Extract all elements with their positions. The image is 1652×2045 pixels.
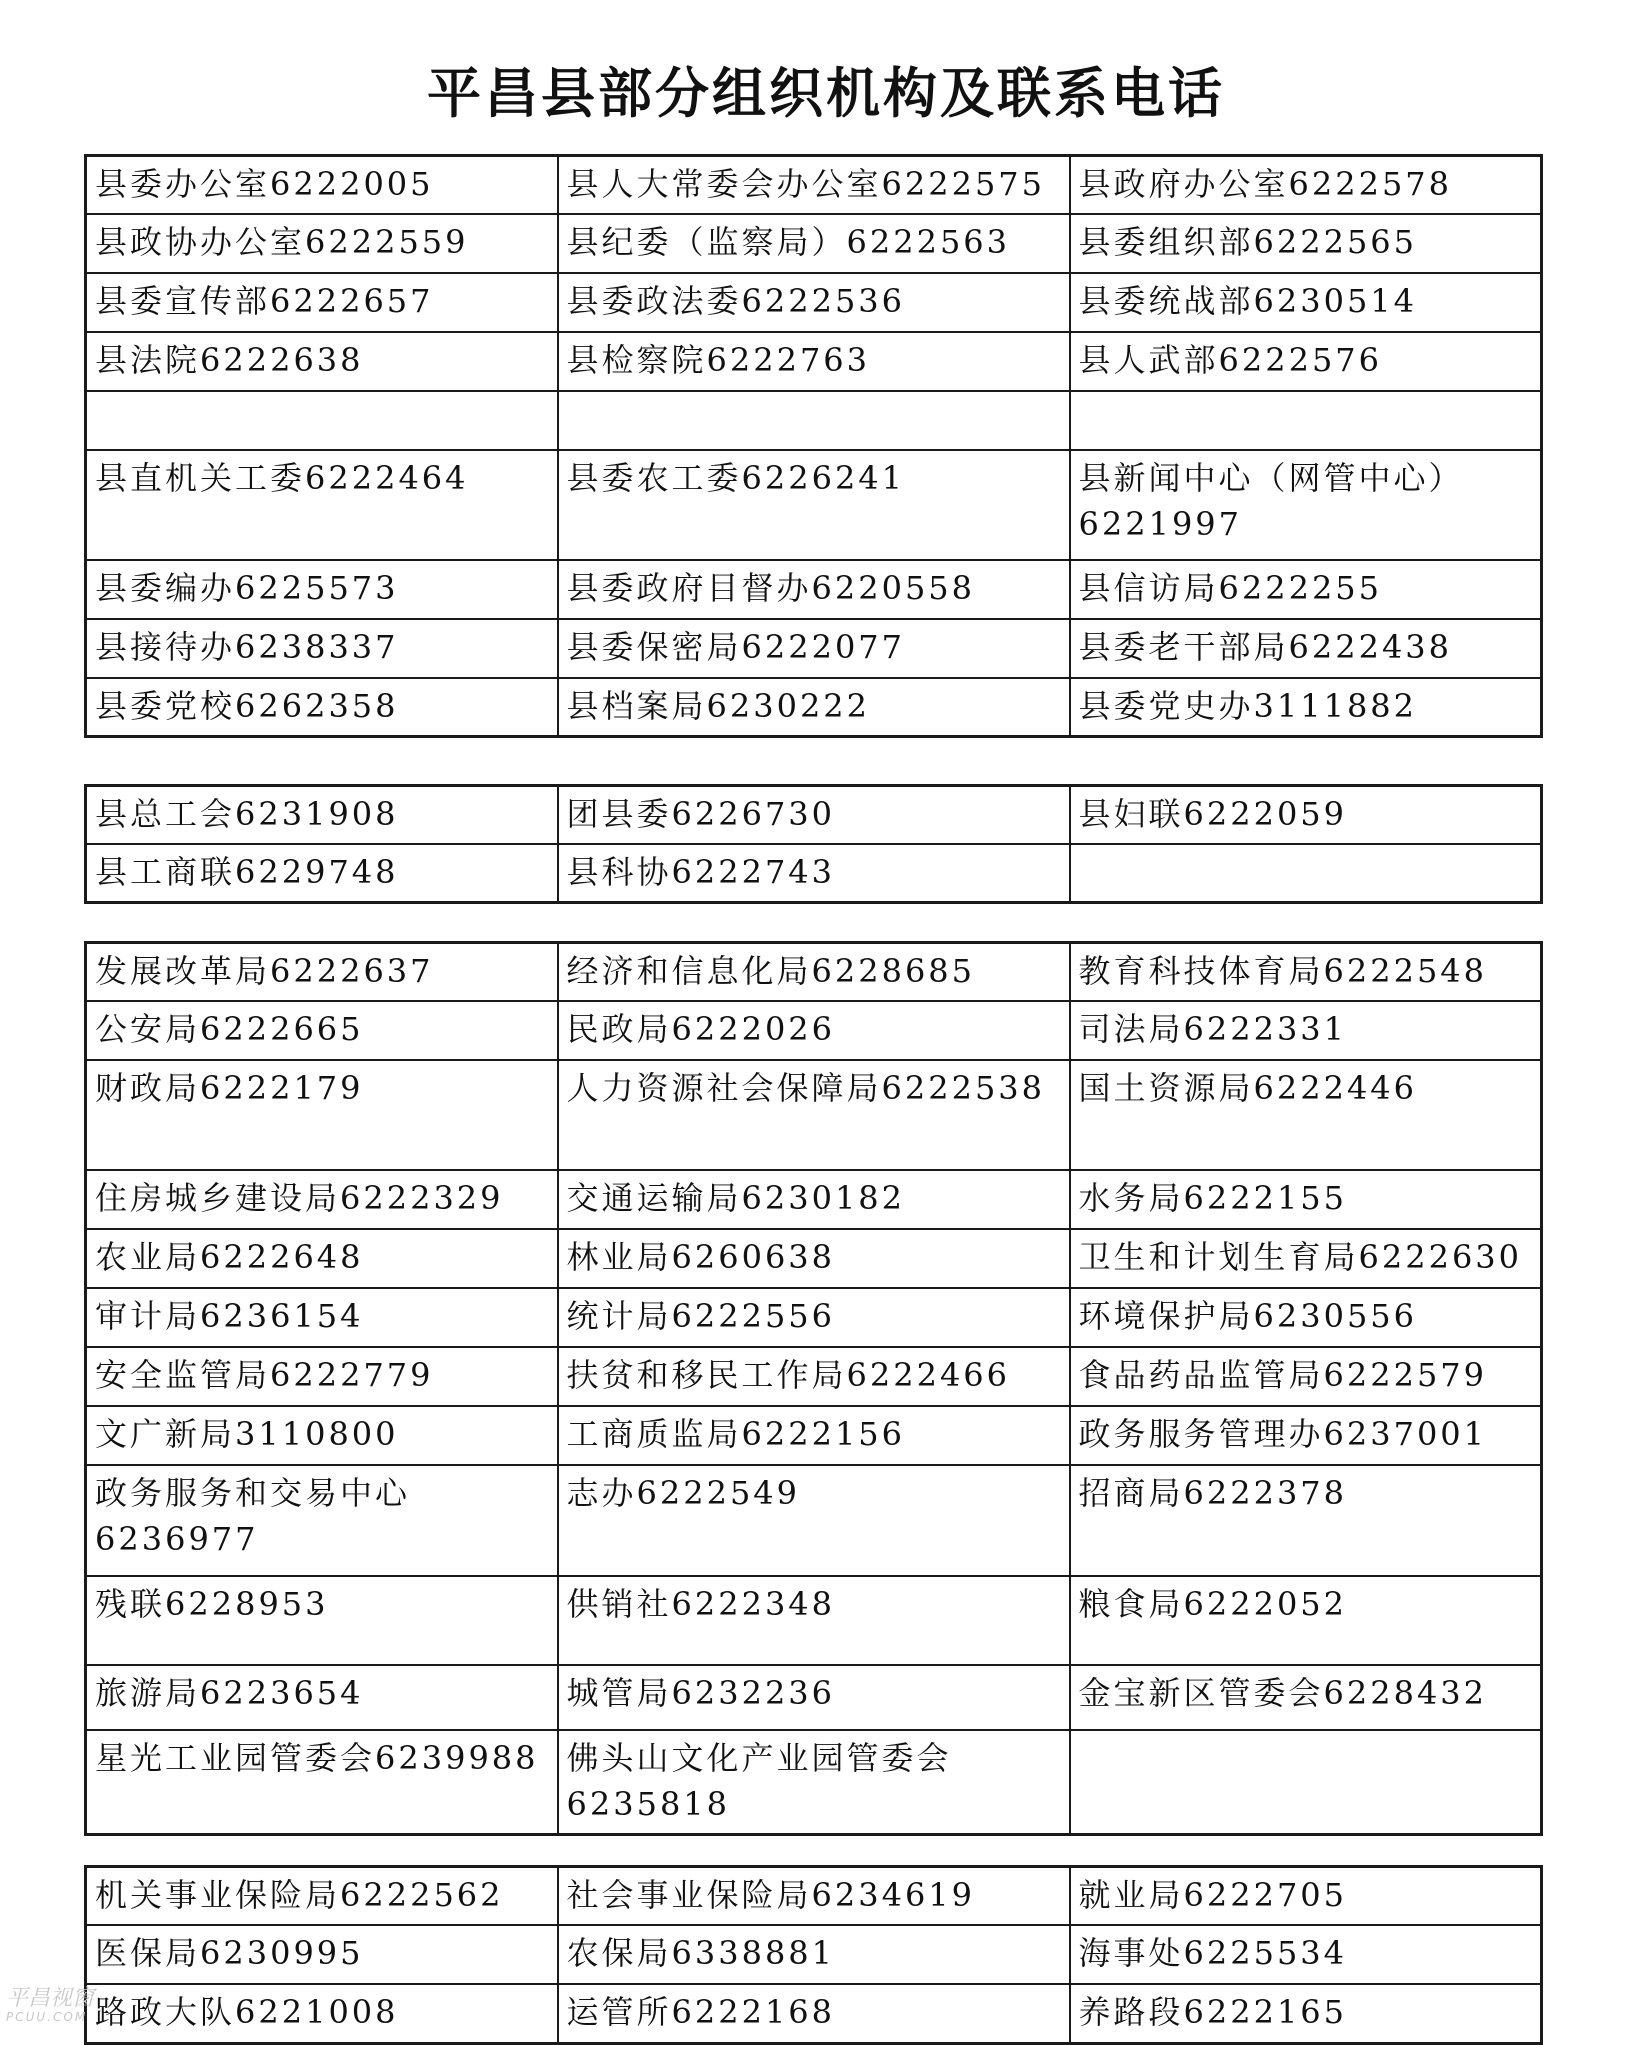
org-contact-cell: 县委组织部6222565 — [1070, 214, 1542, 273]
org-contact-cell: 县委政府目督办6220558 — [558, 560, 1070, 619]
table-row — [86, 332, 1542, 391]
table-row — [86, 1170, 1542, 1229]
org-contact-cell: 司法局6222331 — [1070, 1001, 1542, 1060]
org-contact-cell: 县委党校6262358 — [86, 678, 558, 737]
org-contact-cell: 审计局6236154 — [86, 1288, 558, 1347]
org-contact-cell: 旅游局6223654 — [86, 1665, 558, 1730]
org-contact-cell: 县科协6222743 — [558, 844, 1070, 903]
org-contact-cell: 农保局6338881 — [558, 1925, 1070, 1984]
org-contact-cell: 县委宣传部6222657 — [86, 273, 558, 332]
org-contact-cell: 志办6222549 — [558, 1465, 1070, 1576]
org-contact-cell: 县委编办6225573 — [86, 560, 558, 619]
org-contact-cell: 县总工会6231908 — [86, 786, 558, 845]
org-contact-cell: 林业局6260638 — [558, 1229, 1070, 1288]
table-row — [86, 1665, 1542, 1730]
org-contact-cell: 财政局6222179 — [86, 1060, 558, 1170]
org-contact-cell: 医保局6230995 — [86, 1925, 558, 1984]
directory-table-service-units — [84, 1865, 1543, 2045]
empty-cell — [1070, 1730, 1542, 1835]
org-contact-cell: 金宝新区管委会6228432 — [1070, 1665, 1542, 1730]
org-contact-cell: 城管局6232236 — [558, 1665, 1070, 1730]
org-contact-cell: 农业局6222648 — [86, 1229, 558, 1288]
org-contact-cell: 佛头山文化产业园管委会6235818 — [558, 1730, 1070, 1835]
org-contact-cell: 县委保密局6222077 — [558, 619, 1070, 678]
org-contact-cell: 运管所6222168 — [558, 1984, 1070, 2044]
org-contact-cell: 县委办公室6222005 — [86, 156, 558, 215]
org-contact-cell: 食品药品监管局6222579 — [1070, 1347, 1542, 1406]
table-row — [86, 943, 1542, 1002]
table-row — [86, 450, 1542, 560]
page-title: 平昌县部分组织机构及联系电话 — [427, 61, 1225, 125]
table-row — [86, 844, 1542, 903]
org-contact-cell: 县人大常委会办公室6222575 — [558, 156, 1070, 215]
table-row — [86, 1001, 1542, 1060]
org-contact-cell: 路政大队6221008 — [86, 1984, 558, 2044]
org-contact-cell: 县委农工委6226241 — [558, 450, 1070, 560]
table-row — [86, 786, 1542, 845]
org-contact-cell: 卫生和计划生育局6222630 — [1070, 1229, 1542, 1288]
table-row — [86, 1867, 1542, 1926]
table-row — [86, 1984, 1542, 2044]
org-contact-cell: 县政协办公室6222559 — [86, 214, 558, 273]
empty-cell — [86, 391, 558, 450]
table-row — [86, 156, 1542, 215]
org-contact-cell: 公安局6222665 — [86, 1001, 558, 1060]
org-contact-cell: 县委统战部6230514 — [1070, 273, 1542, 332]
org-contact-cell: 招商局6222378 — [1070, 1465, 1542, 1576]
org-contact-cell: 县委党史办3111882 — [1070, 678, 1542, 737]
org-contact-cell: 统计局6222556 — [558, 1288, 1070, 1347]
table-row — [86, 1288, 1542, 1347]
org-contact-cell: 人力资源社会保障局6222538 — [558, 1060, 1070, 1170]
table-row — [86, 619, 1542, 678]
org-contact-cell: 县档案局6230222 — [558, 678, 1070, 737]
table-row — [86, 273, 1542, 332]
watermark-sub: PCUU.COM — [6, 2010, 88, 2024]
org-contact-cell: 海事处6225534 — [1070, 1925, 1542, 1984]
org-contact-cell: 经济和信息化局6228685 — [558, 943, 1070, 1002]
org-contact-cell: 水务局6222155 — [1070, 1170, 1542, 1229]
org-contact-cell: 粮食局6222052 — [1070, 1576, 1542, 1665]
org-contact-cell: 残联6228953 — [86, 1576, 558, 1665]
table-row — [86, 678, 1542, 737]
org-contact-cell: 政务服务管理办6237001 — [1070, 1406, 1542, 1465]
org-contact-cell: 安全监管局6222779 — [86, 1347, 558, 1406]
table-row — [86, 1060, 1542, 1170]
org-contact-cell: 县直机关工委6222464 — [86, 450, 558, 560]
table-row — [86, 1229, 1542, 1288]
site-watermark — [6, 1988, 94, 2024]
table-row — [86, 1465, 1542, 1576]
org-contact-cell: 县纪委（监察局）6222563 — [558, 214, 1070, 273]
org-contact-cell: 发展改革局6222637 — [86, 943, 558, 1002]
table-row — [86, 391, 1542, 450]
table-row — [86, 1730, 1542, 1835]
org-contact-cell: 国土资源局6222446 — [1070, 1060, 1542, 1170]
org-contact-cell: 县接待办6238337 — [86, 619, 558, 678]
table-row — [86, 1347, 1542, 1406]
table-row — [86, 1406, 1542, 1465]
org-contact-cell: 县委老干部局6222438 — [1070, 619, 1542, 678]
org-contact-cell: 县检察院6222763 — [558, 332, 1070, 391]
watermark-main: 平昌视窗 — [6, 1986, 95, 2011]
org-contact-cell: 民政局6222026 — [558, 1001, 1070, 1060]
org-contact-cell: 就业局6222705 — [1070, 1867, 1542, 1926]
org-contact-cell: 文广新局3110800 — [86, 1406, 558, 1465]
directory-table-mass-orgs — [84, 784, 1543, 904]
org-contact-cell: 县法院6222638 — [86, 332, 558, 391]
org-contact-cell: 供销社6222348 — [558, 1576, 1070, 1665]
org-contact-cell: 县人武部6222576 — [1070, 332, 1542, 391]
table-row — [86, 1925, 1542, 1984]
org-contact-cell: 县委政法委6222536 — [558, 273, 1070, 332]
org-contact-cell: 环境保护局6230556 — [1070, 1288, 1542, 1347]
org-contact-cell: 县妇联6222059 — [1070, 786, 1542, 845]
org-contact-cell: 县政府办公室6222578 — [1070, 156, 1542, 215]
org-contact-cell: 教育科技体育局6222548 — [1070, 943, 1542, 1002]
empty-cell — [1070, 844, 1542, 903]
org-contact-cell: 县信访局6222255 — [1070, 560, 1542, 619]
table-row — [86, 214, 1542, 273]
table-row — [86, 1576, 1542, 1665]
org-contact-cell: 交通运输局6230182 — [558, 1170, 1070, 1229]
org-contact-cell: 扶贫和移民工作局6222466 — [558, 1347, 1070, 1406]
directory-table-party — [84, 154, 1543, 738]
org-contact-cell: 县工商联6229748 — [86, 844, 558, 903]
org-contact-cell: 团县委6226730 — [558, 786, 1070, 845]
directory-table-government-depts — [84, 941, 1543, 1836]
org-contact-cell: 机关事业保险局6222562 — [86, 1867, 558, 1926]
org-contact-cell: 星光工业园管委会6239988 — [86, 1730, 558, 1835]
org-contact-cell: 工商质监局6222156 — [558, 1406, 1070, 1465]
org-contact-cell: 养路段6222165 — [1070, 1984, 1542, 2044]
table-row — [86, 560, 1542, 619]
org-contact-cell: 社会事业保险局6234619 — [558, 1867, 1070, 1926]
org-contact-cell: 住房城乡建设局6222329 — [86, 1170, 558, 1229]
org-contact-cell: 政务服务和交易中心6236977 — [86, 1465, 558, 1576]
empty-cell — [1070, 391, 1542, 450]
empty-cell — [558, 391, 1070, 450]
org-contact-cell: 县新闻中心（网管中心）6221997 — [1070, 450, 1542, 560]
